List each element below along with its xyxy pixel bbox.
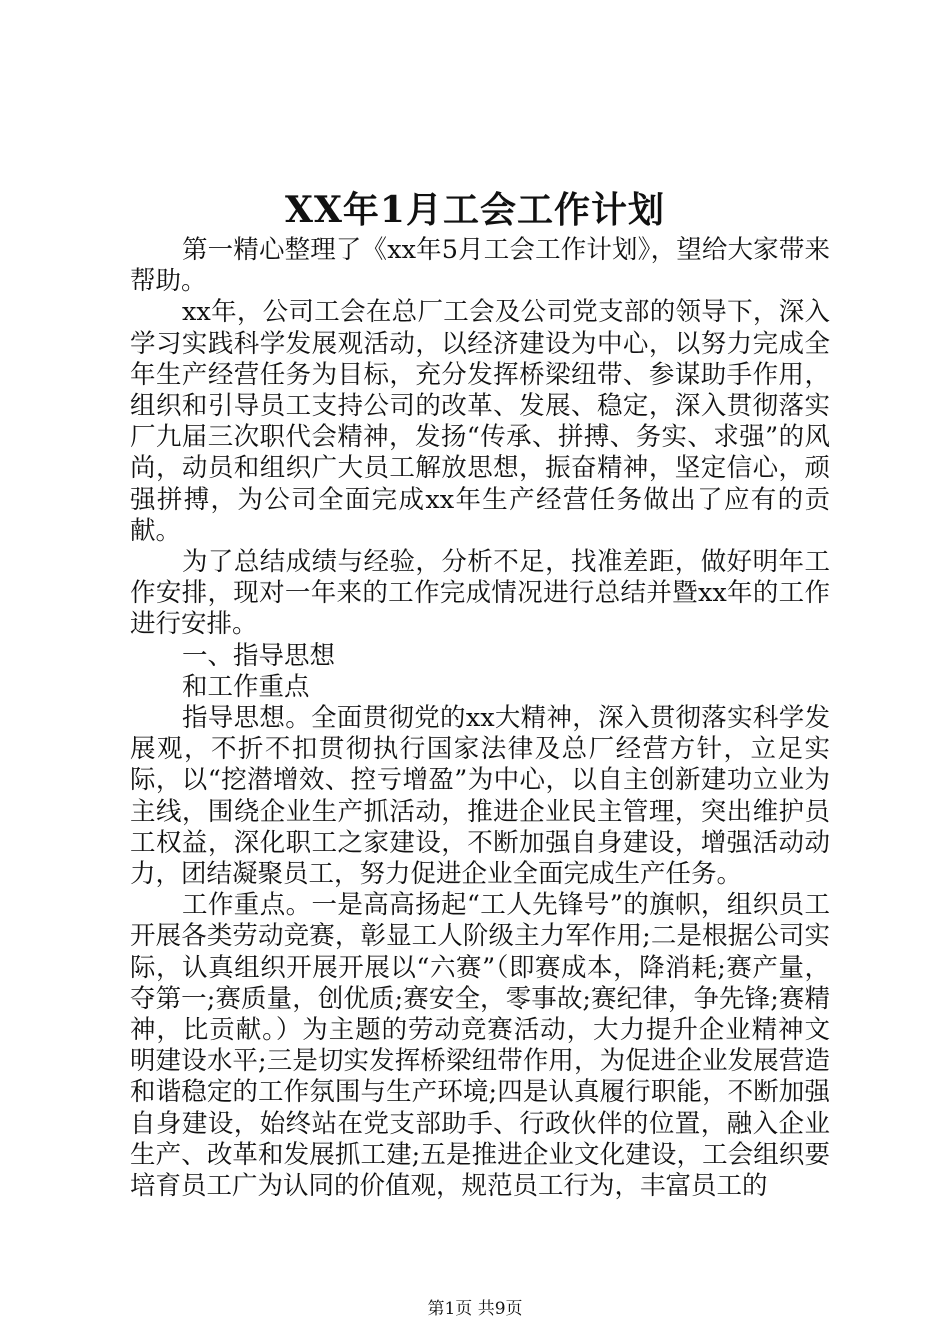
section-heading-guiding-thought: 一、指导思想 bbox=[182, 640, 336, 671]
paragraph-guiding-thought: 指导思想。全面贯彻党的xx大精神，深入贯彻落实科学发展观，不折不扣贯彻执行国家法律及总厂经营方针，立足实际，以“挖潜增效、控亏增盈”为中心，以自主创新建功立业为主线，围绕企业生产抓活动，推进企业民主管理，突出维护员工权益，深化职工之家建设，不断加强自身建设，增强活动动力，团结凝聚员工，努力促进企业全面完成生产任务。 bbox=[130, 703, 830, 890]
document-body bbox=[130, 235, 830, 1202]
paragraph-work-focus: 工作重点。一是高高扬起“工人先锋号”的旗帜，组织员工开展各类劳动竞赛，彰显工人阶级主力军作用;二是根据公司实际，认真组织开展开展以“六赛”（即赛成本，降消耗;赛产量，夺第一;赛质量，创优质;赛安全，零事故;赛纪律，争先锋;赛精神，比贡献。）为主题的劳动竞赛活动，大力提升企业精神文明建设水平;三是切实发挥桥梁纽带作用，为促进企业发展营造和谐稳定的工作氛围与生产环境;四是认真履行职能，不断加强自身建设，始终站在党支部助手、行政伙伴的位置，融入企业生产、改革和发展抓工建;五是推进企业文化建设，工会组织要培育员工广为认同的价值观，规范员工行为，丰富员工的 bbox=[130, 890, 830, 1202]
section-heading-work-focus: 和工作重点 bbox=[182, 671, 310, 702]
paragraph-purpose: 为了总结成绩与经验，分析不足，找准差距，做好明年工作安排，现对一年来的工作完成情况进行总结并暨xx年的工作进行安排。 bbox=[130, 547, 830, 640]
page-number-footer: 第1页 共9页 bbox=[427, 1299, 523, 1319]
paragraph-summary: xx年，公司工会在总厂工会及公司党支部的领导下，深入学习实践科学发展观活动，以经济建设为中心，以努力完成全年生产经营任务为目标，充分发挥桥梁纽带、参谋助手作用，组织和引导员工支持公司的改革、发展、稳定，深入贯彻落实厂九届三次职代会精神，发扬“传承、拼搏、务实、求强”的风尚，动员和组织广大员工解放思想，振奋精神，坚定信心，顽强拼搏，为公司全面完成xx年生产经营任务做出了应有的贡献。 bbox=[130, 297, 830, 546]
document-title: XX年1月工会工作计划 bbox=[285, 189, 665, 231]
paragraph-intro: 第一精心整理了《xx年5月工会工作计划》，望给大家带来帮助。 bbox=[130, 235, 830, 297]
